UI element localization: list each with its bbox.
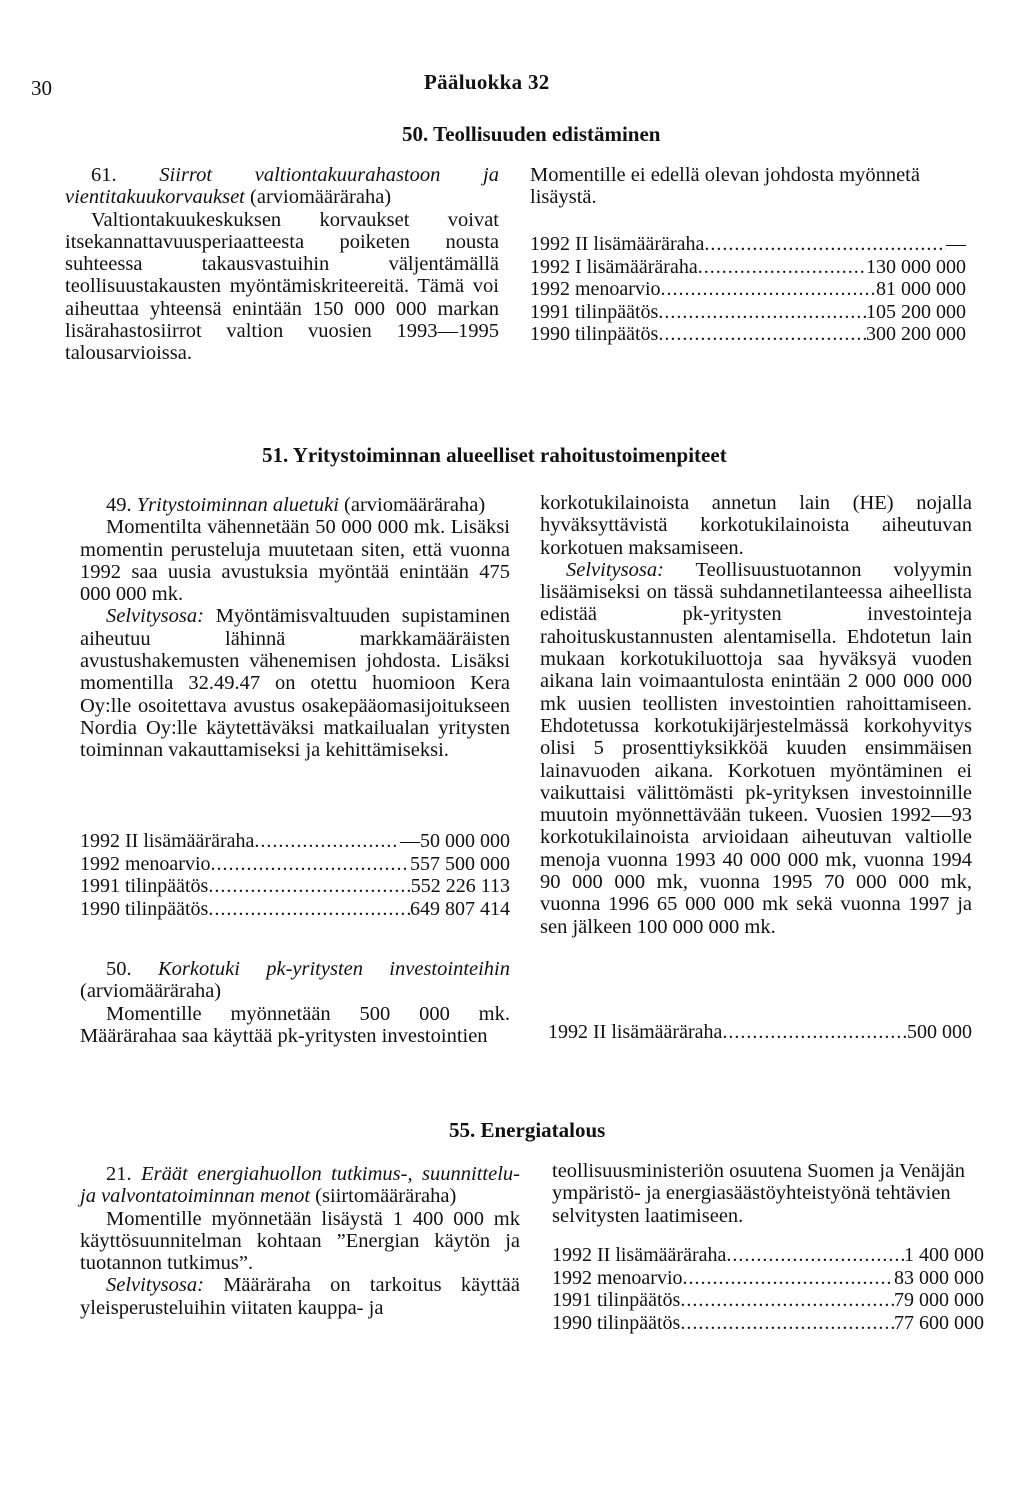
section-50-right-note: Momentille ei edellä olevan johdosta myönnetä lisäystä. — [530, 164, 920, 209]
table-row: 1991 tilinpäätös ..... 105 200 000 — [530, 301, 966, 324]
item-50-title: Korkotuki pk-yritysten investointeihin — [157, 958, 511, 980]
table-row: 1992 menoarvio ..... 81 000 000 — [530, 278, 966, 301]
table-row: 1990 tilinpäätös ..... 649 807 414 — [80, 898, 510, 921]
table-row: 1992 II lisämääräraha ..... —50 000 000 — [80, 830, 510, 853]
item-21-selvitys-label: Selvitysosa: — [106, 1274, 204, 1297]
table-row: 1991 tilinpäätös ..... 552 226 113 — [80, 875, 510, 898]
item-49-selvitys-label: Selvitysosa: — [106, 605, 204, 628]
item-21-selvitys-text-right: teollisuusministeriön osuutena Suomen ja Venäjän ympäristö- ja energiasäästöyhteistyönä tehtävien selvitysten laatimiseen. — [552, 1160, 965, 1227]
item-61-number: 61. — [91, 164, 117, 186]
item-49-type: (arviomääräraha) — [344, 494, 486, 516]
item-50-right-block — [540, 492, 972, 938]
item-21-table — [552, 1244, 984, 1334]
item-49-table — [80, 830, 510, 920]
item-50-body-right: korkotukilainoista annetun lain (HE) nojalla hyväksyttävistä korkotukilainoista aiheutuvan korkotuen maksamiseen. — [540, 492, 972, 559]
item-61-body: Valtiontakuukeskuksen korvaukset voivat itsekannattavuusperiaatteesta poiketen nousta suhteessa takausvastuihin väljentämällä teollisuustakausten myöntämiskriteereitä. Tämä voi aiheuttaa yhteensä enintään 150 000 000 markan lisärahastosiirrot valtion vuosien 1993—1995 talousarvioissa. — [65, 208, 499, 365]
item-49-block — [80, 494, 510, 762]
table-row: 1992 menoarvio ..... 557 500 000 — [80, 853, 510, 876]
item-21-title: Eräät energiahuollon tutkimus-, suunnittelu- ja valvontatoiminnan menot — [80, 1163, 520, 1208]
item-50-block — [80, 958, 510, 1047]
item-21-number: 21. — [106, 1163, 132, 1185]
item-49-number: 49. — [106, 494, 132, 516]
item-61-type: (arviomääräraha) — [250, 186, 392, 209]
table-row: 1992 II lisämääräraha ..... 1 400 000 — [552, 1244, 984, 1267]
table-row: 1991 tilinpäätös ..... 79 000 000 — [552, 1289, 984, 1312]
item-21-selvitys-text-left: Määräraha on tarkoitus käyttää yleisperusteluihin viitaten kauppa- ja — [80, 1274, 521, 1319]
item-49-title: Yritystoiminnan aluetuki — [136, 494, 339, 516]
page-header-title: Pääluokka 32 — [424, 70, 550, 94]
table-row: 1990 tilinpäätös ..... 77 600 000 — [552, 1312, 984, 1335]
item-50-selvitys-text: Teollisuustuotannon volyymin lisäämiseksi on tässä suhdannetilanteessa aiheellista edistää pk-yritysten investointeja rahoituskustannusten alentamisella. Ehdotetun lain mukaan korkotukiluottoja saa hyväksyä vuoden aikana lain voimaantulosta enintään 2 000 000 000 mk uusien teollisten investointien rahoittamiseen. Ehdotetussa korkotukijärjestelmässä korkohyvitys olisi 5 prosenttiyksikköä kuuden ensimmäisen lainavuoden aikana. Korkotuen myöntäminen ei vaikuttaisi välittömästi pk-yrityksen investoinnille muutoin myönnettävään tukeen. Vuosien 1992—93 korkotukilainoista arvioidaan aiheutuvan valtiolle menoja vuonna 1993 40 000 000 mk, vuonna 1994 90 000 000 mk, vuonna 1995 70 000 000 mk, vuonna 1996 65 000 000 mk sekä vuonna 1997 ja sen jälkeen 100 000 000 mk. — [540, 558, 972, 938]
item-50-type: (arviomääräraha) — [80, 980, 222, 1003]
item-50-selvitys-label: Selvitysosa: — [566, 558, 664, 581]
section-50-heading: 50. Teollisuuden edistäminen — [402, 122, 661, 146]
table-row: 1990 tilinpäätös ..... 300 200 000 — [530, 323, 966, 346]
page-number: 30 — [31, 76, 52, 100]
table-row: 1992 menoarvio ..... 83 000 000 — [552, 1267, 984, 1290]
item-49-selvitys-text: Myöntämisvaltuuden supistaminen aiheutuu lähinnä markkamääräisten avustushakemusten vähenemisen johdosta. Lisäksi momentilla 32.49.47 on otettu huomioon Kera Oy:lle osoitettava avustus osakepääomasijoitukseen Nordia Oy:lle käytettäväksi matkailualan yritysten toiminnan vakauttamiseksi ja kehittämiseksi. — [80, 605, 510, 762]
table-row: 1992 II lisämääräraha ..... 500 000 — [548, 1021, 972, 1044]
item-50-table — [548, 1021, 972, 1044]
section-50-table — [530, 233, 966, 346]
item-50-body-left: Momentille myönnetään 500 000 mk. Määrärahaa saa käyttää pk-yritysten investointien — [80, 1002, 510, 1047]
table-row: 1992 I lisämääräraha ..... 130 000 000 — [530, 256, 966, 279]
item-61-block — [65, 164, 499, 365]
item-61-title: Siirrot valtiontakuurahastoon ja vientitakuukorvaukset — [65, 164, 499, 209]
section-51-heading: 51. Yritystoiminnan alueelliset rahoitustoimenpiteet — [262, 443, 727, 467]
item-21-body: Momentille myönnetään lisäystä 1 400 000 mk käyttösuunnitelman kohtaan ”Energian käytön ja tuotannon tutkimus”. — [80, 1207, 520, 1275]
item-50-number: 50. — [106, 958, 132, 980]
section-55-heading: 55. Energiatalous — [449, 1118, 606, 1142]
item-21-block — [80, 1163, 520, 1319]
item-21-type: (siirtomääräraha) — [315, 1185, 457, 1208]
table-row: 1992 II lisämääräraha ..... — — [530, 233, 966, 256]
item-49-body: Momentilta vähennetään 50 000 000 mk. Lisäksi momentin perusteluja muutetaan siten, että vuonna 1992 saa uusia avustuksia myöntää enintään 475 000 000 mk. — [80, 516, 510, 606]
